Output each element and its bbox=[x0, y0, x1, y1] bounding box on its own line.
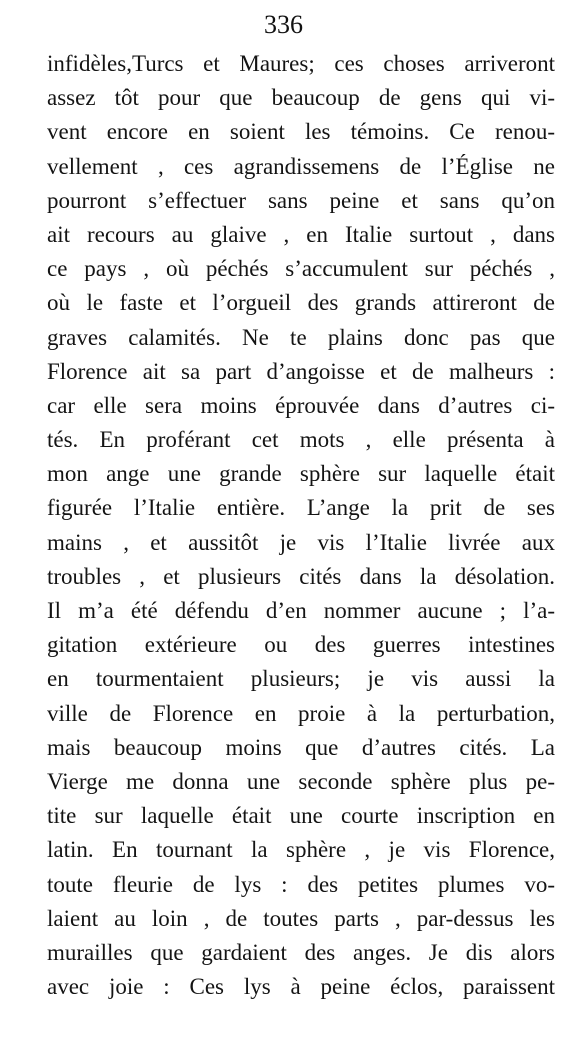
text-line: mais beaucoup moins que d’autres cités. La bbox=[47, 734, 555, 760]
text-line: Vierge me donna une seconde sphère plus pe- bbox=[47, 768, 555, 794]
text-line: assez tôt pour que beaucoup de gens qui vi- bbox=[47, 85, 555, 111]
text-line: tés. En proférant cet mots , elle présenta à bbox=[47, 427, 555, 453]
text-line: pourront s’effectuer sans peine et sans qu’on bbox=[47, 187, 555, 213]
text-line: figurée l’Italie entière. L’ange la prit de ses bbox=[47, 495, 555, 521]
text-line: vellement , ces agrandissemens de l’Église ne bbox=[47, 153, 555, 179]
text-line: en tourmentaient plusieurs; je vis aussi la bbox=[47, 666, 555, 692]
page-number: 336 bbox=[264, 10, 303, 39]
text-line: tite sur laquelle était une courte inscription en bbox=[47, 803, 555, 829]
text-line: ait recours au glaive , en Italie surtout , dans bbox=[47, 221, 555, 247]
text-line: Florence ait sa part d’angoisse et de malheurs : bbox=[47, 358, 555, 384]
text-line: toute fleurie de lys : des petites plumes vo- bbox=[47, 871, 555, 897]
text-line: Il m’a été défendu d’en nommer aucune ; l’a- bbox=[47, 598, 555, 623]
body-text bbox=[47, 47, 555, 1004]
text-line: gitation extérieure ou des guerres intestines bbox=[47, 632, 555, 658]
text-line: laient au loin , de toutes parts , par-dessus les bbox=[47, 905, 555, 931]
text-line: murailles que gardaient des anges. Je dis alors bbox=[47, 939, 555, 965]
text-line: ce pays , où péchés s’accumulent sur péchés , bbox=[47, 256, 555, 282]
text-line: latin. En tournant la sphère , je vis Florence, bbox=[47, 837, 555, 863]
text-line: infidèles,Turcs et Maures; ces choses arriveront bbox=[47, 51, 555, 76]
text-line: graves calamités. Ne te plains donc pas que bbox=[47, 324, 555, 350]
text-line: mon ange une grande sphère sur laquelle était bbox=[47, 461, 555, 487]
text-line: ville de Florence en proie à la perturbation, bbox=[47, 700, 555, 726]
text-line: où le faste et l’orgueil des grands attireront de bbox=[47, 290, 555, 316]
text-line: vent encore en soient les témoins. Ce renou- bbox=[47, 119, 555, 145]
text-line: avec joie : Ces lys à peine éclos, paraissent bbox=[47, 974, 555, 1000]
text-line: car elle sera moins éprouvée dans d’autres ci- bbox=[47, 392, 555, 418]
text-line: mains , et aussitôt je vis l’Italie livrée aux bbox=[47, 529, 555, 555]
text-line: troubles , et plusieurs cités dans la désolation. bbox=[47, 563, 555, 589]
